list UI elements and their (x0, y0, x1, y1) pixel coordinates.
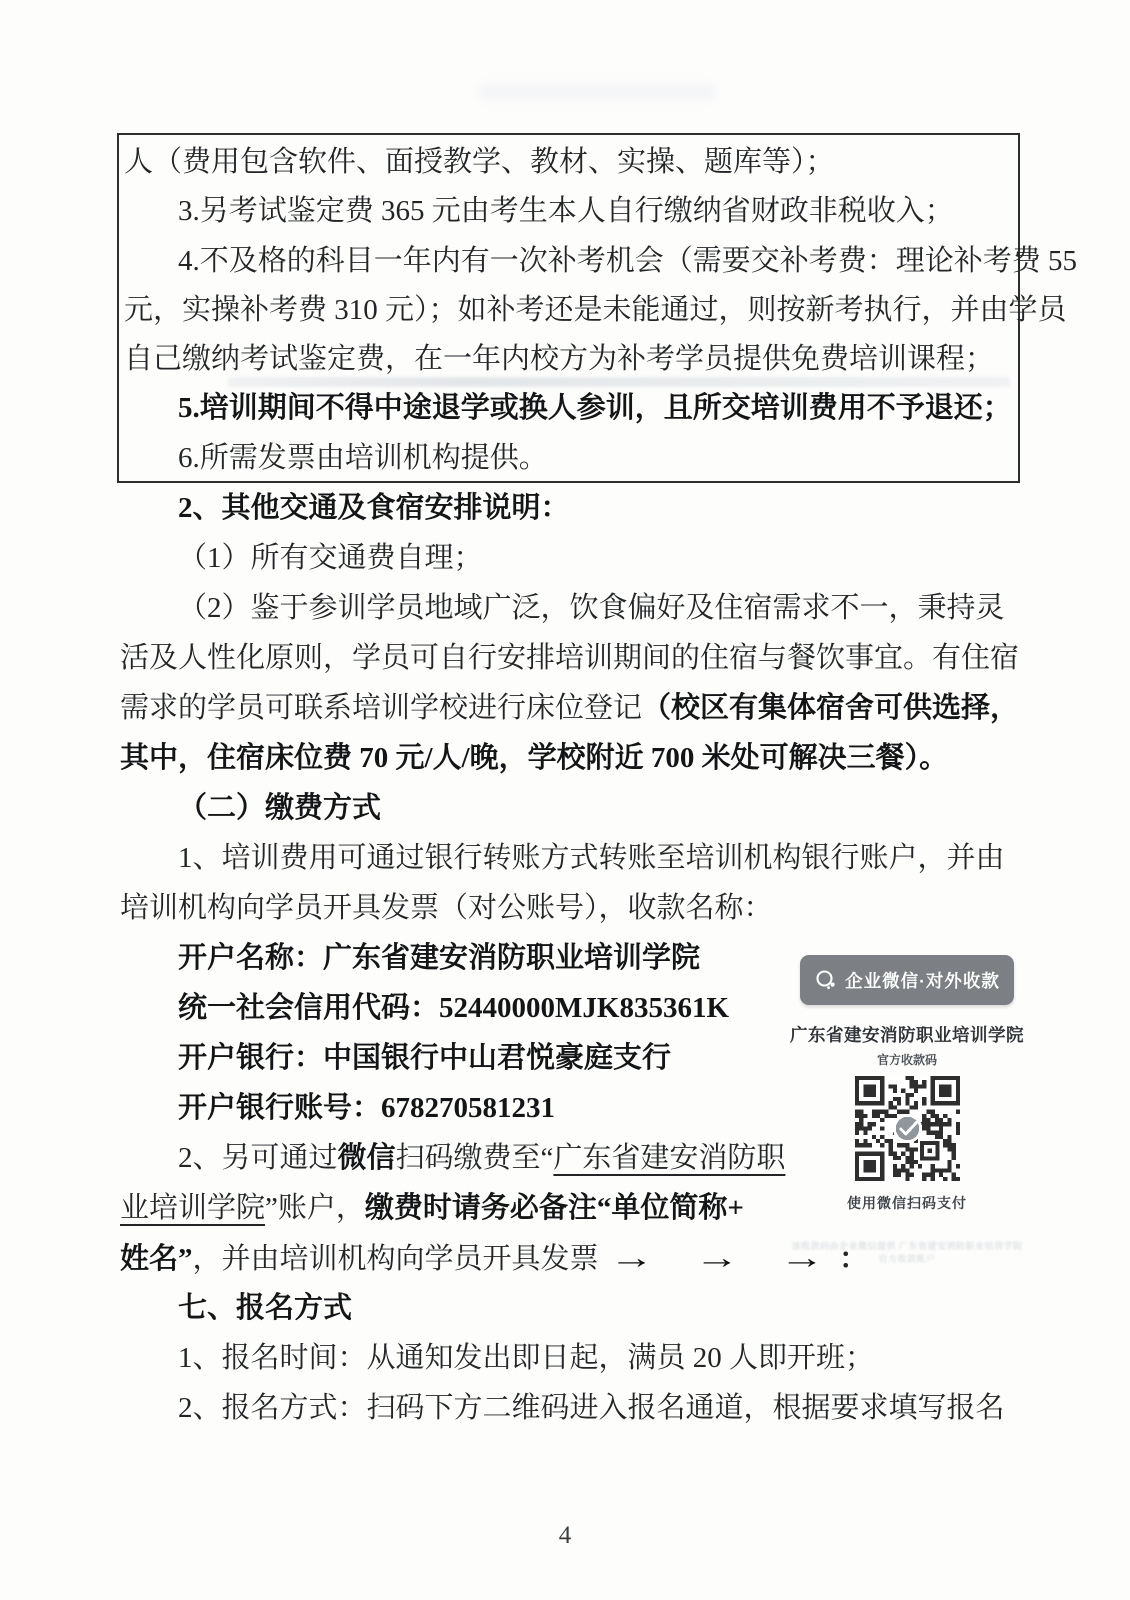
section-2-heading: 2、其他交通及食宿安排说明： (178, 492, 570, 524)
transport-item-2-line-4: 其中，住宿床位费 70 元/人/晚，学校附近 700 米处可解决三餐）。 (120, 742, 949, 774)
payment-qr-code (855, 1076, 960, 1181)
registration-method-line: 2、报名方式：扫码下方二维码进入报名通道，根据要求填写报名 (178, 1392, 1005, 1424)
payment-method-2-line-3: 姓名”，并由培训机构向学员开具发票 → → →： (120, 1233, 1020, 1283)
transport-item-2-line-2: 活及人性化原则，学员可自行安排培训期间的住宿与餐饮事宜。有住宿 (120, 642, 1020, 674)
bank-account-value: 678270581231 (381, 1092, 556, 1124)
org-name-underlined-part-1: 广东省建安消防职 (553, 1142, 786, 1174)
box-line-6-no-refund-rule: 5.培训期间不得中途退学或换人参训，且所交培训费用不予退还； (178, 392, 1012, 425)
payment-method-2-line-2: 业培训学院”账户，缴费时请务必备注“单位简称+ (120, 1192, 744, 1224)
payment-method-1-line-1: 1、培训费用可通过银行转账方式转账至培训机构银行账户，并由 (178, 842, 1005, 874)
credit-code-value: 52440000MJK835361K (439, 992, 730, 1024)
transport-item-2-line-1: （2）鉴于参训学员地域广泛，饮食偏好及住宿需求不一，秉持灵 (178, 592, 1005, 624)
box-line-4: 元，实操补考费 310 元）；如补考还是未能通过，则按新考执行，并由学员 (124, 293, 1067, 326)
payee-org-name: 广东省建安消防职业培训学院 (790, 1025, 1024, 1045)
registration-time-line: 1、报名时间：从通知发出即日起，满员 20 人即开班； (178, 1342, 875, 1374)
bank-account-line: 开户银行账号：678270581231 (178, 1092, 556, 1124)
wechat-payment-panel (788, 955, 1026, 1265)
org-name-underlined-part-2: 业培训学院 (120, 1192, 266, 1224)
account-holder-name: 开户名称：广东省建安消防职业培训学院 (178, 942, 701, 974)
payment-method-2-line-1: 2、另可通过微信扫码缴费至“广东省建安消防职 (178, 1142, 786, 1174)
payment-method-1-line-2: 培训机构向学员开具发票（对公账号），收款名称： (120, 892, 773, 924)
qr-fine-print: 该收款码由企业微信提供 广东省建安消防职业培训学院 官方收款账户 (791, 1241, 1023, 1264)
transport-item-2-line-3: 需求的学员可联系培训学校进行床位登记（校区有集体宿舍可供选择， (120, 692, 1020, 724)
credit-code-line: 统一社会信用代码：52440000MJK835361K (178, 992, 730, 1024)
pointer-arrows-icon: → → → (608, 1240, 839, 1275)
section-7-heading: 七、报名方式 (178, 1292, 353, 1324)
scan-smudge-top (480, 84, 715, 100)
box-line-3: 4.不及格的科目一年内有一次补考机会（需要交补考费：理论补考费 55 (178, 244, 1078, 277)
scan-smudge-in-box (228, 377, 1010, 387)
box-line-7: 6.所需发票由培训机构提供。 (178, 441, 548, 474)
box-line-5: 自己缴纳考试鉴定费，在一年内校方为补考学员提供免费培训课程； (124, 343, 995, 376)
wechat-work-logo-icon (814, 968, 838, 992)
official-code-label: 官方收款码 (876, 1053, 937, 1067)
page-number: 4 (558, 1522, 572, 1549)
box-line-2: 3.另考试鉴定费 365 元由考生本人自行缴纳省财政非税收入； (178, 195, 954, 228)
payment-section-heading: （二）缴费方式 (178, 792, 382, 824)
box-line-1: 人（费用包含软件、面授教学、教材、实操、题库等）； (124, 146, 835, 178)
bank-name-line: 开户银行：中国银行中山君悦豪庭支行 (178, 1042, 672, 1074)
wechat-work-header-badge (800, 955, 1014, 1005)
transport-item-1: （1）所有交通费自理； (178, 542, 483, 574)
wechat-header-label: 企业微信·对外收款 (845, 970, 1000, 991)
scan-to-pay-label: 使用微信扫码支付 (847, 1195, 967, 1211)
fee-rules-box (117, 133, 1078, 483)
